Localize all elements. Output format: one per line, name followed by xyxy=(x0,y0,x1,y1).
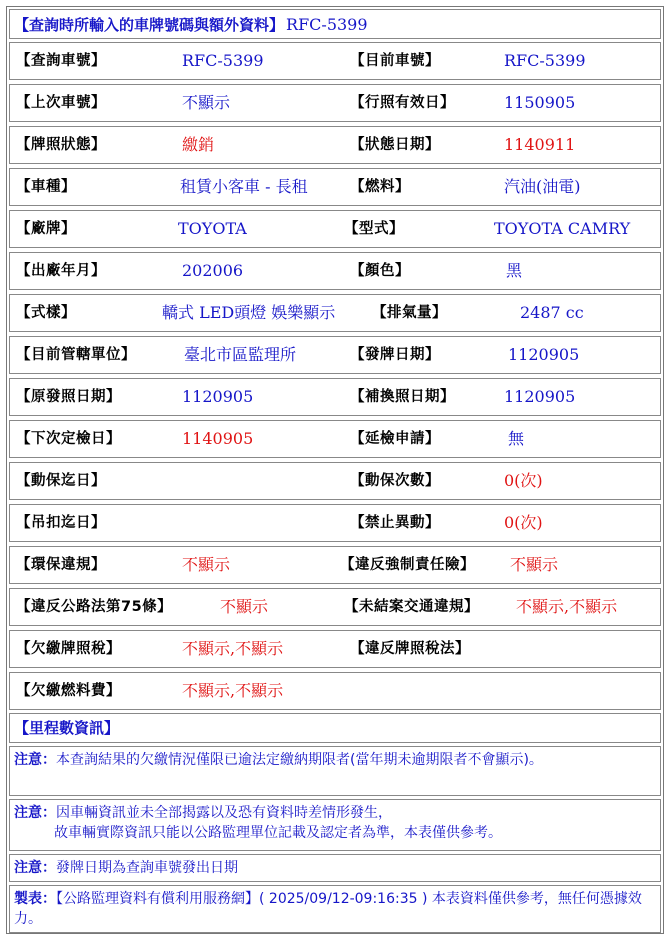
row-label-left: 【廠牌】 xyxy=(16,221,76,237)
row-label-left: 【違反公路法第75條】 xyxy=(16,599,173,615)
row-label-right: 【禁止異動】 xyxy=(350,515,440,531)
footer xyxy=(9,885,661,933)
row-label-left: 【出廠年月】 xyxy=(16,263,106,279)
note-label: 注意： xyxy=(14,805,56,821)
row-label-right: 【行照有效日】 xyxy=(350,95,455,111)
row-value-left: 1140905 xyxy=(182,429,254,448)
row-label-right: 【補換照日期】 xyxy=(350,389,455,405)
vehicle-info-panel xyxy=(6,6,664,934)
row-label-left: 【下次定檢日】 xyxy=(16,431,121,447)
info-row xyxy=(9,210,661,248)
row-value-left: TOYOTA xyxy=(178,219,247,238)
info-row xyxy=(9,378,661,416)
note-text: 故車輛實際資訊只能以公路監理單位記載及認定者為準，本表僅供參考。 xyxy=(54,825,502,841)
row-label-left: 【車種】 xyxy=(16,179,76,195)
row-value-right: 黑 xyxy=(506,261,523,280)
info-row xyxy=(9,84,661,122)
info-row xyxy=(9,630,661,668)
row-label-right: 【排氣量】 xyxy=(372,305,447,321)
note-label: 注意： xyxy=(14,860,56,876)
row-label-left: 【欠繳燃料費】 xyxy=(16,683,121,699)
row-label-right: 【狀態日期】 xyxy=(350,137,440,153)
row-label-right: 【燃料】 xyxy=(350,179,410,195)
info-row xyxy=(9,168,661,206)
row-label-right: 【目前車號】 xyxy=(350,53,440,69)
row-label-left: 【式樣】 xyxy=(16,305,76,321)
note-text: 發牌日期為查詢車號發出日期 xyxy=(56,860,238,876)
row-value-right: 1120905 xyxy=(508,345,580,364)
row-label-left: 【欠繳牌照稅】 xyxy=(16,641,121,657)
row-value-left: 繳銷 xyxy=(182,135,215,154)
row-value-left: 租賃小客車 - 長租 xyxy=(180,177,308,196)
mileage-section-header: 【里程數資訊】 xyxy=(9,713,661,743)
info-row xyxy=(9,672,661,710)
row-label-left: 【原發照日期】 xyxy=(16,389,121,405)
info-row xyxy=(9,336,661,374)
info-row xyxy=(9,462,661,500)
row-label-left: 【上次車號】 xyxy=(16,95,106,111)
row-value-right: RFC-5399 xyxy=(504,51,586,70)
note-label: 注意： xyxy=(14,752,56,768)
info-row xyxy=(9,294,661,332)
row-label-right: 【違反牌照稅法】 xyxy=(350,641,470,657)
row-value-right: 1120905 xyxy=(504,387,576,406)
page-title xyxy=(9,9,661,39)
row-label-right: 【顏色】 xyxy=(350,263,410,279)
row-value-right: 0(次) xyxy=(504,471,543,490)
note-block xyxy=(9,746,661,796)
title-plate: RFC-5399 xyxy=(286,14,368,34)
row-label-right: 【延檢申請】 xyxy=(350,431,440,447)
note-block xyxy=(9,854,661,882)
row-value-right: TOYOTA CAMRY xyxy=(494,219,631,238)
row-label-left: 【目前管轄單位】 xyxy=(16,347,136,363)
note-text: 因車輛資訊並未全部揭露以及恐有資料時差情形發生， xyxy=(56,805,392,821)
info-row xyxy=(9,126,661,164)
row-value-right: 2487 cc xyxy=(520,303,584,322)
row-label-left: 【動保迄日】 xyxy=(16,473,106,489)
row-value-left: 臺北市區監理所 xyxy=(184,345,297,364)
footer-label: 製表： xyxy=(14,891,56,907)
info-row xyxy=(9,420,661,458)
row-value-right: 不顯示 xyxy=(510,555,559,574)
row-value-left: 不顯示,不顯示 xyxy=(182,681,284,700)
row-label-left: 【吊扣迄日】 xyxy=(16,515,106,531)
row-value-left: 不顯示 xyxy=(182,93,231,112)
row-label-left: 【環保違規】 xyxy=(16,557,106,573)
row-label-right: 【型式】 xyxy=(344,221,404,237)
info-row xyxy=(9,504,661,542)
row-value-left: 轎式 LED頭燈 娛樂顯示 xyxy=(162,303,336,322)
row-value-left: 不顯示,不顯示 xyxy=(182,639,284,658)
row-value-right: 1140911 xyxy=(504,135,576,154)
row-value-left: 202006 xyxy=(182,261,244,280)
row-value-right: 0(次) xyxy=(504,513,543,532)
row-value-left: 不顯示 xyxy=(220,597,269,616)
row-value-right: 1150905 xyxy=(504,93,576,112)
footer-text: 【公路監理資料有償利用服務網】( 2025/09/12-09:16:35 ) 本表資料僅供參考，無任何憑據效力。 xyxy=(14,891,642,927)
note-block xyxy=(9,799,661,851)
row-value-left: 不顯示 xyxy=(182,555,231,574)
row-value-left: 1120905 xyxy=(182,387,254,406)
row-label-right: 【未結案交通違規】 xyxy=(344,599,479,615)
row-value-right: 不顯示,不顯示 xyxy=(516,597,618,616)
row-label-right: 【動保次數】 xyxy=(350,473,440,489)
info-row xyxy=(9,588,661,626)
title-label: 【查詢時所輸入的車牌號碼與額外資料】 xyxy=(14,15,285,34)
info-row xyxy=(9,252,661,290)
info-row xyxy=(9,546,661,584)
note-text: 本查詢結果的欠繳情況僅限已逾法定繳納期限者(當年期未逾期限者不會顯示)。 xyxy=(56,752,543,768)
row-label-right: 【違反強制責任險】 xyxy=(340,557,475,573)
row-label-left: 【查詢車號】 xyxy=(16,53,106,69)
row-label-right: 【發牌日期】 xyxy=(350,347,440,363)
row-label-left: 【牌照狀態】 xyxy=(16,137,106,153)
row-value-right: 無 xyxy=(508,429,525,448)
row-value-left: RFC-5399 xyxy=(182,51,264,70)
info-row xyxy=(9,42,661,80)
row-value-right: 汽油(油電) xyxy=(504,177,581,196)
